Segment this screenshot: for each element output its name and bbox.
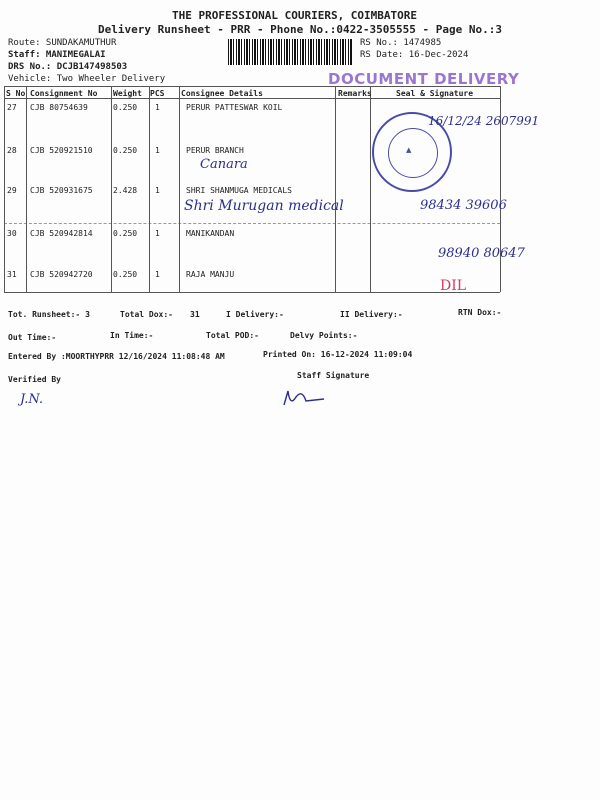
handwritten-note: Canara [200, 157, 248, 172]
row-consignee: PERUR PATTESWAR KOIL [186, 103, 283, 112]
staff-signature-mark-icon [280, 385, 330, 411]
ii-delivery: II Delivery:- [340, 310, 403, 319]
rs-date: RS Date: 16-Dec-2024 [360, 50, 469, 60]
row-consignment: CJB 520942814 [30, 229, 93, 238]
row-consignment: CJB 520931675 [30, 186, 93, 195]
col-weight: Weight [113, 89, 142, 98]
row-weight: 0.250 [113, 229, 138, 238]
col-remarks: Remarks [338, 89, 372, 98]
printed-on: Printed On: 16-12-2024 11:09:04 [263, 350, 413, 359]
delvy-points: Delvy Points:- [290, 331, 358, 340]
tot-runsheet: Tot. Runsheet:- 3 [8, 310, 90, 319]
row-pcs: 1 [155, 229, 160, 238]
col-seal-signature: Seal & Signature [396, 89, 474, 98]
handwritten-phone: 98434 39606 [420, 198, 507, 213]
row-sno: 28 [7, 146, 17, 155]
verified-by: Verified By [8, 375, 61, 384]
entered-by: Entered By :MOORTHYPRR 12/16/2024 11:08:48 AM [8, 352, 225, 361]
seal-signature-date: 16/12/24 2607991 [428, 114, 540, 128]
runsheet-subtitle: Delivery Runsheet - PRR - Phone No.:0422-3505555 - Page No.:3 [98, 23, 502, 36]
row-weight: 2.428 [113, 186, 138, 195]
rs-number: RS No.: 1474985 [360, 38, 442, 48]
row-consignee: MANIKANDAN [186, 229, 235, 238]
document-delivery-stamp: DOCUMENT DELIVERY [328, 70, 520, 88]
staff-signature-label: Staff Signature [297, 371, 370, 380]
staff-label: Staff: MANIMEGALAI [8, 50, 106, 60]
row-consignee: SHRI SHANMUGA MEDICALS [186, 186, 292, 195]
row-weight: 0.250 [113, 146, 138, 155]
total-pod: Total POD:- [206, 331, 259, 340]
handwritten-phone: 98940 80647 [438, 246, 525, 261]
row-consignee: PERUR BRANCH [186, 146, 244, 155]
in-time: In Time:- [110, 331, 154, 340]
route-label: Route: SUNDAKAMUTHUR [8, 38, 117, 48]
col-pcs: PCS [150, 89, 165, 98]
row-sno: 29 [7, 186, 17, 195]
row-pcs: 1 [155, 103, 160, 112]
row-pcs: 1 [155, 146, 160, 155]
out-time: Out Time:- [8, 333, 57, 342]
row-pcs: 1 [155, 270, 160, 279]
branch-seal-icon: ▲ [372, 112, 452, 192]
row-consignment: CJB 520921510 [30, 146, 93, 155]
verified-signature: J.N. [20, 392, 44, 407]
handwritten-note: Shri Murugan medical [184, 198, 344, 214]
row-sno: 30 [7, 229, 17, 238]
rtn-dox: RTN Dox:- [458, 308, 502, 317]
row-sno: 27 [7, 103, 17, 112]
row-consignee: RAJA MANJU [186, 270, 235, 279]
company-name: THE PROFESSIONAL COURIERS, COIMBATORE [172, 9, 418, 22]
total-dox-value: 31 [190, 310, 200, 319]
drs-number: DRS No.: DCJB147498503 [8, 62, 128, 72]
row-consignment: CJB 520942720 [30, 270, 93, 279]
col-sno: S No [6, 89, 26, 98]
total-dox-label: Total Dox:- [120, 310, 173, 319]
row-weight: 0.250 [113, 270, 138, 279]
col-consignee: Consignee Details [181, 89, 263, 98]
barcode [228, 39, 352, 65]
row-weight: 0.250 [113, 103, 138, 112]
col-consignment: Consignment No [30, 89, 98, 98]
row-sno: 31 [7, 270, 17, 279]
vehicle-label: Vehicle: Two Wheeler Delivery [8, 74, 166, 84]
i-delivery: I Delivery:- [226, 310, 284, 319]
handwritten-dil: DIL [440, 278, 467, 294]
row-consignment: CJB 80754639 [30, 103, 88, 112]
row-pcs: 1 [155, 186, 160, 195]
